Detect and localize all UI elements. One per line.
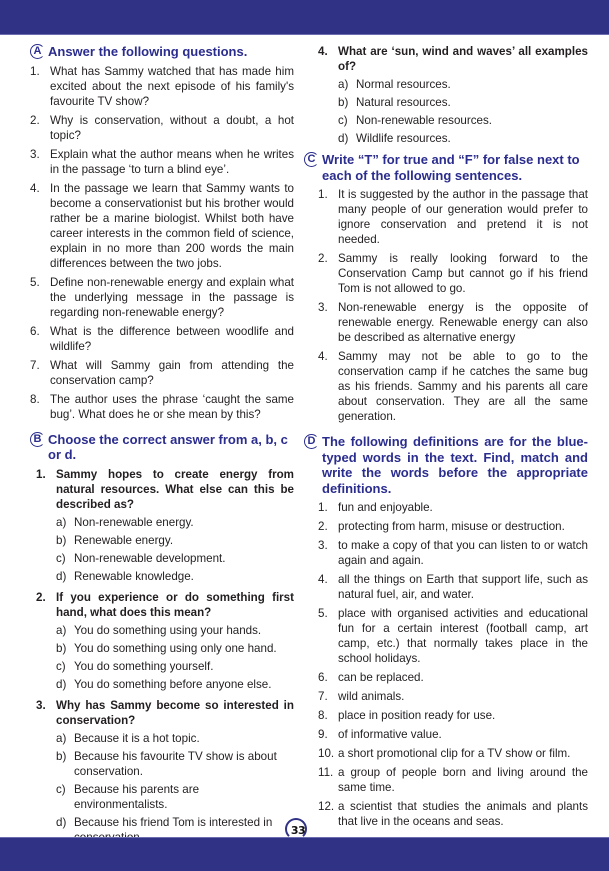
options-list <box>36 515 294 584</box>
definition-item: 4. all the things on Earth that support life, such as natural fuel, air, and water. <box>318 573 588 601</box>
section-d-heading <box>304 434 588 496</box>
definition-item: 6. can be replaced. <box>318 671 424 684</box>
section-a-questions <box>30 64 294 422</box>
definition-item: 10. a short promotional clip for a TV show or film. <box>318 747 571 760</box>
section-c-heading <box>304 152 588 183</box>
question-item: 5. Define non-renewable energy and explain what the underlying message in the passage is regarding non-renewable energy? <box>30 275 294 319</box>
mc-question: 4. What are ‘sun, wind and waves’ all examples of? a) Normal resources. b) Natural resources. c) Non-renewable resources. d) Wildlife resources. <box>318 45 588 145</box>
option-item: d) Wildlife resources. <box>338 132 451 145</box>
mc-question: 2. If you experience or do something first hand, what does this mean? a) You do something using your hands. b) You do something using only one hand. c) You do something yourself. d) You do something before anyone else. <box>36 590 294 691</box>
definition-item: 7. wild animals. <box>318 690 405 703</box>
option-item: c) Non-renewable development. <box>56 551 226 565</box>
statement-item: 4. Sammy may not be able to go to the conservation camp if he catches the same bug as his friends. Sammy and his parents all care about conservation. They are all the same generation. <box>318 350 588 423</box>
question-item: 4. In the passage we learn that Sammy wants to become a conservationist but his brother would rather be a marine biologist. Whilst both have career interests in the common field of science, explain in no more than 200 words the main differences between the two jobs. <box>30 181 294 270</box>
statement-item: 2. Sammy is really looking forward to the Conservation Camp but cannot go if his friend Tom is not allowed to go. <box>318 252 588 295</box>
mc-question: 3. Why has Sammy become so interested in conservation? a) Because it is a hot topic. b) Because his favourite TV show is about conservation. c) Because his parents are environmentalists. d) Because his friend Tom is interested in <box>36 698 294 845</box>
option-item: c) Non-renewable resources. <box>338 114 492 127</box>
section-c-badge: C <box>304 152 319 167</box>
section-d-definitions <box>318 500 588 829</box>
question-item: 3. Explain what the author means when he writes in the passage ‘to turn a blind eye’. <box>30 147 294 176</box>
section-c-title: Write “T” for true and “F” for false next to each of the following sentences. <box>322 152 580 183</box>
section-b-badge: B <box>30 432 45 447</box>
definition-item: 2. protecting from harm, misuse or destruction. <box>318 520 565 533</box>
section-a-title: Answer the following questions. <box>48 44 248 59</box>
definition-item: 3. to make a copy of that you can listen to or watch again and again. <box>318 539 588 567</box>
option-item: d) Renewable knowledge. <box>56 569 194 583</box>
option-item: b) Renewable energy. <box>56 533 174 547</box>
question-item: 2. Why is conservation, without a doubt, a hot topic? <box>30 113 294 142</box>
footer-bar <box>0 837 609 871</box>
header-bar <box>0 0 609 35</box>
definition-item: 1. fun and enjoyable. <box>318 501 433 514</box>
section-d-title: The following definitions are for the blue-typed words in the text. Find, match and write the words before the appropriate definitions. <box>322 434 588 496</box>
option-item: a) Because it is a hot topic. <box>56 731 200 745</box>
section-b-title: Choose the correct answer from a, b, c or d. <box>48 431 288 462</box>
question-item: 8. The author uses the phrase ‘caught the same bug’. What does he or she mean by this? <box>30 392 294 421</box>
option-item: d) Because his friend Tom is interested in <box>56 815 273 829</box>
question-item: 7. What will Sammy gain from attending the conservation camp? <box>30 358 294 387</box>
option-item: d) You do something before anyone else. <box>56 677 272 691</box>
statement-item: 1. It is suggested by the author in the passage that many people of our generation would prefer to ignore conservation and pretend it is not needed. <box>318 188 588 246</box>
option-item: b) You do something using only one hand. <box>56 641 277 655</box>
section-a-heading <box>30 44 294 60</box>
right-column <box>307 44 588 833</box>
definition-item: 11. a group of people born and living around the same time. <box>318 766 588 794</box>
options-list <box>36 731 294 845</box>
section-d-badge: D <box>304 434 319 449</box>
option-item: b) Natural resources. <box>338 96 451 109</box>
option-item: b) Because his favourite TV show is about conservation. <box>56 749 277 778</box>
section-a-badge: A <box>30 44 45 59</box>
options-list <box>36 623 294 692</box>
option-item: a) You do something using your hands. <box>56 623 262 637</box>
statement-item: 3. Non-renewable energy is the opposite of renewable energy. Renewable energy can also be described as alternative energy <box>318 301 588 344</box>
question-item: 6. What is the difference between woodlife and wildlife? <box>30 324 294 353</box>
option-item: a) Non-renewable energy. <box>56 515 194 529</box>
option-item: a) Normal resources. <box>338 78 451 91</box>
definition-item: 12. a scientist that studies the animals and plants that live in the oceans and seas. <box>318 800 588 828</box>
option-item: c) You do something yourself. <box>56 659 214 673</box>
question-item: 1. What has Sammy watched that has made him excited about the next episode of his family's favourite TV show? <box>30 64 294 108</box>
definition-item: 8. place in position ready for use. <box>318 709 496 722</box>
options-list <box>318 77 588 146</box>
left-column <box>30 44 294 851</box>
mc-question: 1. Sammy hopes to create energy from natural resources. What else can this be described as? a) Non-renewable energy. b) Renewable energy. c) Non-renewable development. d) Renewable knowledge. <box>36 467 294 583</box>
option-item: c) Because his parents are environmentalists. <box>56 782 200 811</box>
section-b-heading <box>30 432 294 463</box>
page-number: 33 <box>285 818 311 838</box>
definition-item: 5. place with organised activities and educational fun for a certain interest (football camp, art camp, etc.) that normally takes place in the school holidays. <box>318 607 588 665</box>
definition-item: 9. of informative value. <box>318 728 442 741</box>
section-c-statements <box>318 187 588 424</box>
